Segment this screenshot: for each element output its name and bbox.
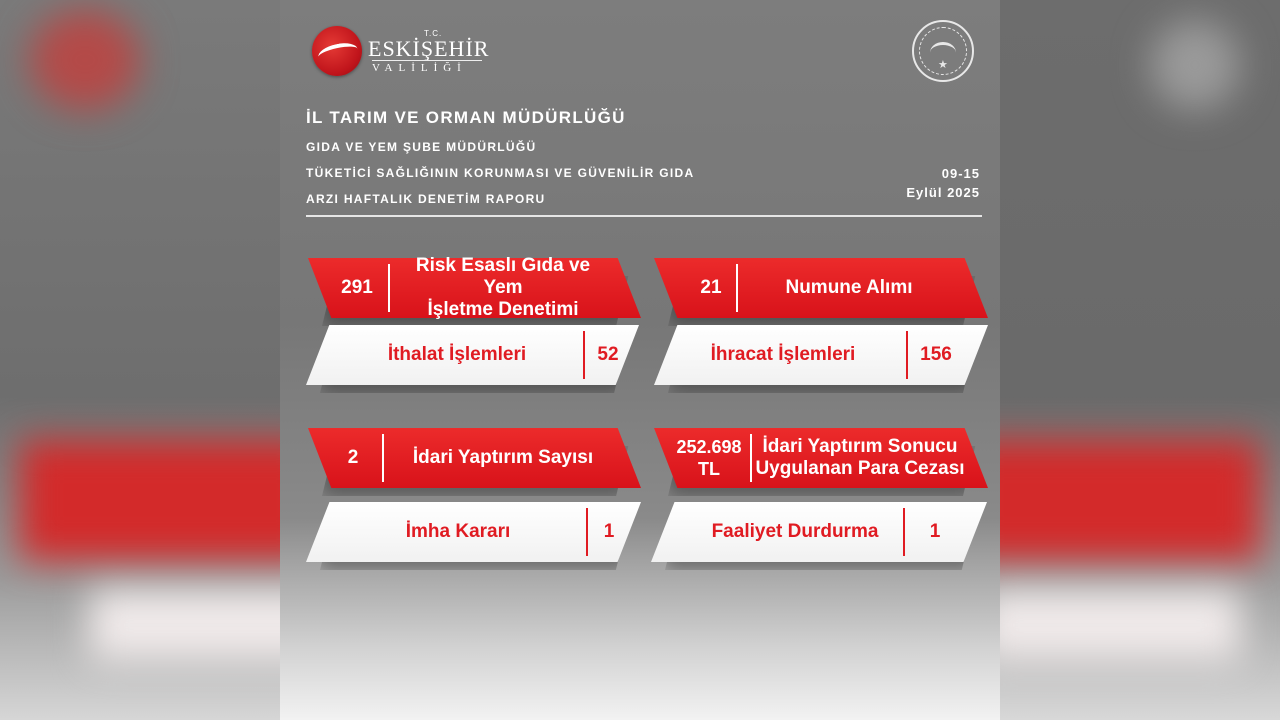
card-label-line-1: İdari Yaptırım Sonucu (762, 436, 958, 457)
ministry-seal-icon: ★ (912, 20, 974, 82)
card-idari-yaptirim-sayisi (308, 428, 641, 488)
header-line-3: ARZI HAFTALIK DENETİM RAPORU (306, 192, 546, 206)
card-value: 1 (929, 521, 941, 542)
card-value: 52 (597, 344, 619, 365)
logo-city: ESKİŞEHİR (368, 36, 490, 61)
card-label: İmha Kararı (405, 521, 511, 542)
logo-tc: T.C. (424, 29, 443, 38)
card-value-currency: TL (698, 459, 720, 479)
card-label-line-2: İşletme Denetimi (427, 299, 579, 320)
logo-emblem-icon (312, 26, 362, 76)
card-separator (586, 508, 588, 556)
card-label (754, 428, 966, 488)
card-separator (583, 331, 585, 379)
card-separator (382, 434, 384, 482)
card-value: 21 (700, 277, 722, 298)
header-line-2: TÜKETİCİ SAĞLIĞININ KORUNMASI VE GÜVENİLİR GIDA (306, 166, 695, 180)
card-faaliyet-durdurma (651, 502, 987, 562)
background-blur-right (1000, 0, 1280, 720)
date-range: 09-15 (941, 166, 980, 181)
card-ithalat-islemleri (306, 325, 639, 385)
card-value (668, 428, 750, 488)
header-line-1: GIDA VE YEM ŞUBE MÜDÜRLÜĞÜ (306, 140, 537, 154)
card-ihracat-islemleri (654, 325, 988, 385)
card-separator (736, 264, 738, 312)
card-separator (388, 264, 390, 312)
card-value-amount: 252.698 (676, 437, 742, 457)
card-value: 156 (920, 344, 952, 365)
card-label: Numune Alımı (785, 277, 913, 298)
card-imha-karari (306, 502, 641, 562)
card-risk-denetimi (308, 255, 641, 320)
card-label-line-2: Uygulanan Para Cezası (755, 458, 965, 479)
header-divider (306, 215, 982, 217)
report-poster (280, 0, 1000, 720)
logo-subtitle: VALİLİĞİ (372, 60, 482, 74)
card-label-line-1: Risk Esaslı Gıda ve Yem (415, 255, 591, 298)
card-value: 291 (341, 277, 373, 298)
card-separator (903, 508, 905, 556)
card-separator (750, 434, 752, 482)
card-value: 1 (603, 521, 615, 542)
eskisehir-valiligi-logo (312, 26, 490, 78)
card-numune-alimi (654, 258, 988, 318)
card-label: İdari Yaptırım Sayısı (412, 447, 594, 468)
background-blur-left (0, 0, 280, 720)
date-month: Eylül 2025 (906, 185, 980, 200)
card-label (394, 255, 612, 320)
card-label: İthalat İşlemleri (387, 344, 527, 365)
card-label: İhracat İşlemleri (710, 344, 856, 365)
header-title: İL TARIM VE ORMAN MÜDÜRLÜĞÜ (306, 108, 626, 127)
card-value: 2 (347, 447, 359, 468)
card-para-cezasi (654, 428, 988, 488)
card-label: Faaliyet Durdurma (711, 521, 879, 542)
